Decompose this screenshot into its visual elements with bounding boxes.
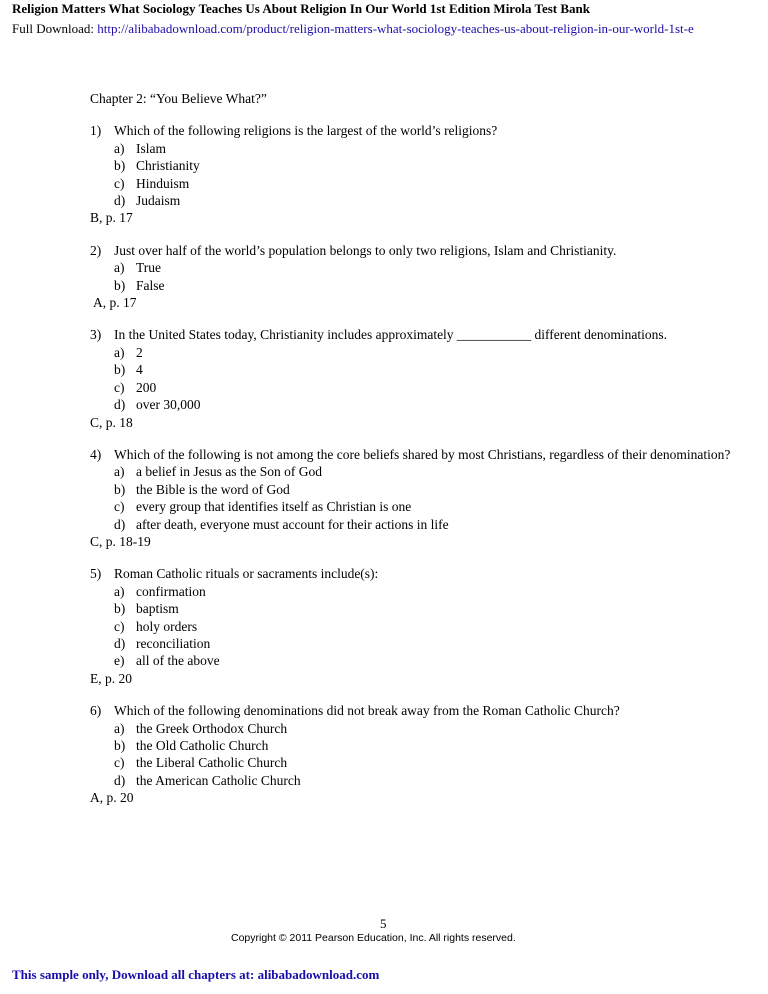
option-a <box>90 583 750 600</box>
option-d <box>90 396 750 413</box>
option-text: the Old Catholic Church <box>136 738 269 753</box>
question-stem: Which of the following denominations did not break away from the Roman Catholic Church? <box>114 703 620 719</box>
option-text: True <box>136 260 162 276</box>
question-3 <box>90 326 750 430</box>
option-letter: b) <box>114 362 126 378</box>
option-letter: e) <box>114 653 125 669</box>
option-letter: c) <box>114 379 125 395</box>
option-text: reconciliation <box>136 635 211 651</box>
answer-key: A, p. 17 <box>93 295 137 311</box>
answer-key: E, p. 20 <box>90 670 132 686</box>
option-text: the Greek Orthodox Church <box>136 720 288 736</box>
option-text: the American Catholic Church <box>136 772 301 788</box>
option-text: 200 <box>136 379 157 395</box>
question-number: 6) <box>90 703 102 719</box>
footer-download-link[interactable]: This sample only, Download all chapters at: alibabadownload.com <box>12 967 380 982</box>
option-text: Judaism <box>136 193 181 209</box>
option-d <box>90 772 750 789</box>
question-number: 4) <box>90 446 102 462</box>
option-letter: d) <box>114 193 126 209</box>
question-5 <box>90 565 750 687</box>
option-letter: a) <box>114 583 125 599</box>
question-number: 1) <box>90 123 102 139</box>
option-letter: c) <box>114 755 125 771</box>
option-letter: a) <box>114 464 125 480</box>
option-text: the Liberal Catholic Church <box>136 755 288 771</box>
option-text: the Bible is the word of God <box>136 481 290 497</box>
option-text: 4 <box>136 362 143 378</box>
option-letter: d) <box>114 635 126 651</box>
answer-key: B, p. 17 <box>90 210 133 226</box>
option-letter: a) <box>114 344 125 360</box>
option-a <box>90 344 750 361</box>
option-a <box>90 259 750 276</box>
download-label: Full Download: <box>12 21 94 36</box>
option-text: 2 <box>136 344 143 360</box>
answer-key: A, p. 20 <box>90 790 134 806</box>
option-b <box>90 737 750 754</box>
option-text: confirmation <box>136 583 206 599</box>
option-text: after death, everyone must account for their actions in life <box>136 516 449 532</box>
option-letter: b) <box>114 277 126 293</box>
question-6 <box>90 702 750 806</box>
option-a <box>90 720 750 737</box>
option-text: every group that identifies itself as Christian is one <box>136 499 412 515</box>
copyright-notice: Copyright © 2011 Pearson Education, Inc. All rights reserved. <box>231 932 516 944</box>
option-text: Hinduism <box>136 175 190 191</box>
question-stem: In the United States today, Christianity includes approximately ___________ different denominations. <box>114 327 668 343</box>
answer-key: C, p. 18-19 <box>90 533 151 549</box>
question-1 <box>90 122 750 226</box>
question-number: 2) <box>90 242 102 258</box>
option-letter: a) <box>114 140 125 156</box>
question-number: 3) <box>90 327 102 343</box>
option-c <box>90 175 750 192</box>
question-stem: Which of the following religions is the largest of the world’s religions? <box>114 123 498 139</box>
option-letter: c) <box>114 499 125 515</box>
option-d <box>90 192 750 209</box>
option-e <box>90 652 750 669</box>
option-letter: b) <box>114 738 126 753</box>
option-text: baptism <box>136 601 179 617</box>
option-text: Christianity <box>136 158 200 174</box>
option-c <box>90 618 750 635</box>
answer-key: C, p. 18 <box>90 414 133 430</box>
option-letter: a) <box>114 260 125 276</box>
option-text: Islam <box>136 140 166 156</box>
question-stem: Just over half of the world’s population belongs to only two religions, Islam and Christianity. <box>114 242 617 258</box>
option-letter: b) <box>114 158 126 174</box>
question-number: 5) <box>90 566 102 582</box>
option-letter: d) <box>114 516 126 532</box>
question-4 <box>90 446 750 550</box>
option-letter: d) <box>114 397 126 413</box>
option-letter: a) <box>114 720 125 736</box>
option-c <box>90 498 750 515</box>
option-letter: b) <box>114 481 126 497</box>
question-stem: Roman Catholic rituals or sacraments include(s): <box>114 566 379 582</box>
option-b <box>90 277 750 294</box>
page-number: 5 <box>380 916 387 931</box>
option-b <box>90 361 750 378</box>
option-c <box>90 754 750 771</box>
option-a <box>90 140 750 157</box>
option-text: holy orders <box>136 618 198 634</box>
chapter-title: Chapter 2: “You Believe What?” <box>90 91 267 106</box>
document-title: Religion Matters What Sociology Teaches Us About Religion In Our World 1st Edition Mirola Test Bank <box>12 1 590 16</box>
option-d <box>90 516 750 533</box>
question-stem: Which of the following is not among the core beliefs shared by most Christians, regardless of their denomination? <box>114 446 731 462</box>
option-text: False <box>136 277 165 293</box>
download-line <box>12 20 694 38</box>
option-a <box>90 463 750 480</box>
option-d <box>90 635 750 652</box>
option-letter: c) <box>114 618 125 634</box>
option-letter: c) <box>114 175 125 191</box>
test-bank-content <box>90 90 750 822</box>
option-b <box>90 600 750 617</box>
option-text: over 30,000 <box>136 397 201 413</box>
option-text: a belief in Jesus as the Son of God <box>136 464 322 480</box>
option-letter: b) <box>114 601 126 617</box>
option-b <box>90 481 750 498</box>
question-2 <box>90 242 750 312</box>
option-b <box>90 157 750 174</box>
option-letter: d) <box>114 772 126 788</box>
option-text: all of the above <box>136 653 220 669</box>
download-link[interactable]: http://alibabadownload.com/product/religion-matters-what-sociology-teaches-us-about-religion-in-our-world-1st-e <box>97 21 694 36</box>
option-c <box>90 379 750 396</box>
